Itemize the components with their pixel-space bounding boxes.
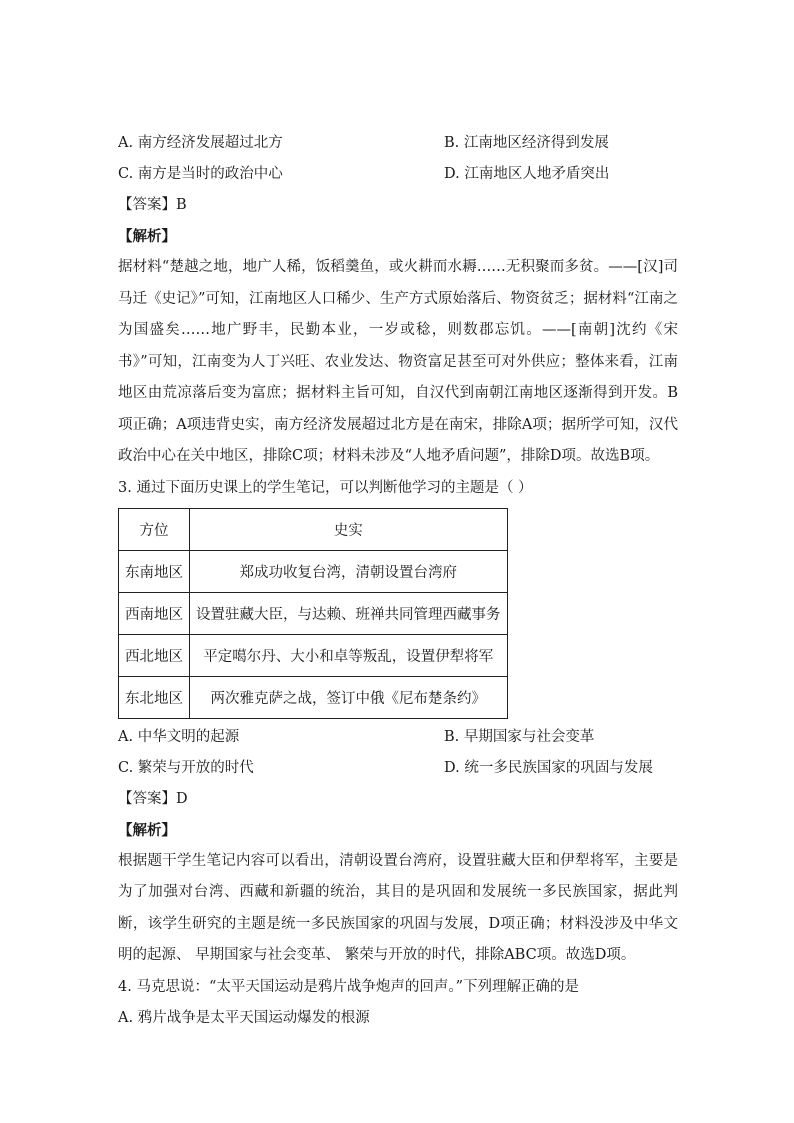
q2-analysis: 据材料“楚越之地，地广人稀，饭稻羹鱼，或火耕而水耨……无积聚而多贫。——[汉]司马迁《史记》”可知，江南地区人口稀少、生产方式原始落后、物资贫乏；据材料“江南之为国盛矣……地广野丰，民勤本业，一岁或稔，则数郡忘饥。——[南朝]沈约《宋书》”可知，江南变为人丁兴旺、农业发达、物资富足甚至可对外供应；整体来看，江南地区由荒凉落后变为富庶；据材料主旨可知，自汉代到南朝江南地区逐渐得到开发。B项正确；A项违背史实，南方经济发展超过北方是在南宋，排除A项；据所学可知，汉代政治中心在关中地区，排除C项；材料未涉及“人地矛盾问题”，排除D项。故选B项。 bbox=[118, 259, 678, 464]
q3-notes-table bbox=[118, 508, 508, 719]
table-cell-region: 西北地区 bbox=[119, 634, 190, 676]
table-header-facts: 史实 bbox=[190, 508, 508, 550]
table-cell-fact: 平定噶尔丹、大小和卓等叛乱，设置伊犁将军 bbox=[190, 634, 508, 676]
table-cell-region: 东北地区 bbox=[119, 676, 190, 718]
q2-options-row-1 bbox=[118, 128, 678, 159]
table-row bbox=[119, 676, 508, 718]
table-cell-fact: 两次雅克萨之战，签订中俄《尼布楚条约》 bbox=[190, 676, 508, 718]
table-header-direction: 方位 bbox=[119, 508, 190, 550]
table-row bbox=[119, 550, 508, 592]
table-row bbox=[119, 592, 508, 634]
q3-analysis: 根据题干学生笔记内容可以看出，清朝设置台湾府，设置驻藏大臣和伊犁将军，主要是为了加强对台湾、西藏和新疆的统治，其目的是巩固和发展统一多民族国家，据此判断，该学生研究的主题是统一多民族国家的巩固与发展，D项正确；材料没涉及中华文明的起源、 早期国家与社会变革、 繁荣与开放的时代，排除ABC项。故选D项。 bbox=[118, 852, 678, 963]
q3-options-row-2 bbox=[118, 753, 678, 784]
q2-options-row-2 bbox=[118, 159, 678, 190]
table-cell-fact: 设置驻藏大臣，与达赖、班禅共同管理西藏事务 bbox=[190, 592, 508, 634]
q4-stem: 4. 马克思说：“太平天国运动是鸦片战争炮声的回声。”下列理解正确的是 bbox=[118, 978, 580, 995]
q3-option-a: A. 中华文明的起源 bbox=[118, 728, 240, 745]
q3-answer: 【答案】D bbox=[118, 790, 188, 807]
q2-option-a: A. 南方经济发展超过北方 bbox=[118, 135, 283, 151]
table-cell-fact: 郑成功收复台湾，清朝设置台湾府 bbox=[190, 550, 508, 592]
q3-option-b: B. 早期国家与社会变革 bbox=[444, 728, 595, 745]
table-row bbox=[119, 634, 508, 676]
table-cell-region: 西南地区 bbox=[119, 592, 190, 634]
q2-analysis-label: 【解析】 bbox=[118, 228, 176, 245]
q4-option-a: A. 鸦片战争是太平天国运动爆发的根源 bbox=[118, 1009, 370, 1026]
document-page bbox=[118, 128, 678, 1034]
table-cell-region: 东南地区 bbox=[119, 550, 190, 592]
q2-answer: 【答案】B bbox=[118, 197, 187, 213]
q2-option-d: D. 江南地区人地矛盾突出 bbox=[444, 166, 610, 182]
q2-option-b: B. 江南地区经济得到发展 bbox=[444, 135, 609, 151]
q3-option-d: D. 统一多民族国家的巩固与发展 bbox=[444, 759, 653, 776]
q3-options-row-1 bbox=[118, 722, 678, 753]
q3-stem: 3. 通过下面历史课上的学生笔记，可以判断他学习的主题是（ ） bbox=[118, 479, 533, 496]
q3-analysis-label: 【解析】 bbox=[118, 821, 176, 839]
q2-option-c: C. 南方是当时的政治中心 bbox=[118, 166, 283, 182]
table-header-row bbox=[119, 508, 508, 550]
q3-option-c: C. 繁荣与开放的时代 bbox=[118, 759, 254, 776]
